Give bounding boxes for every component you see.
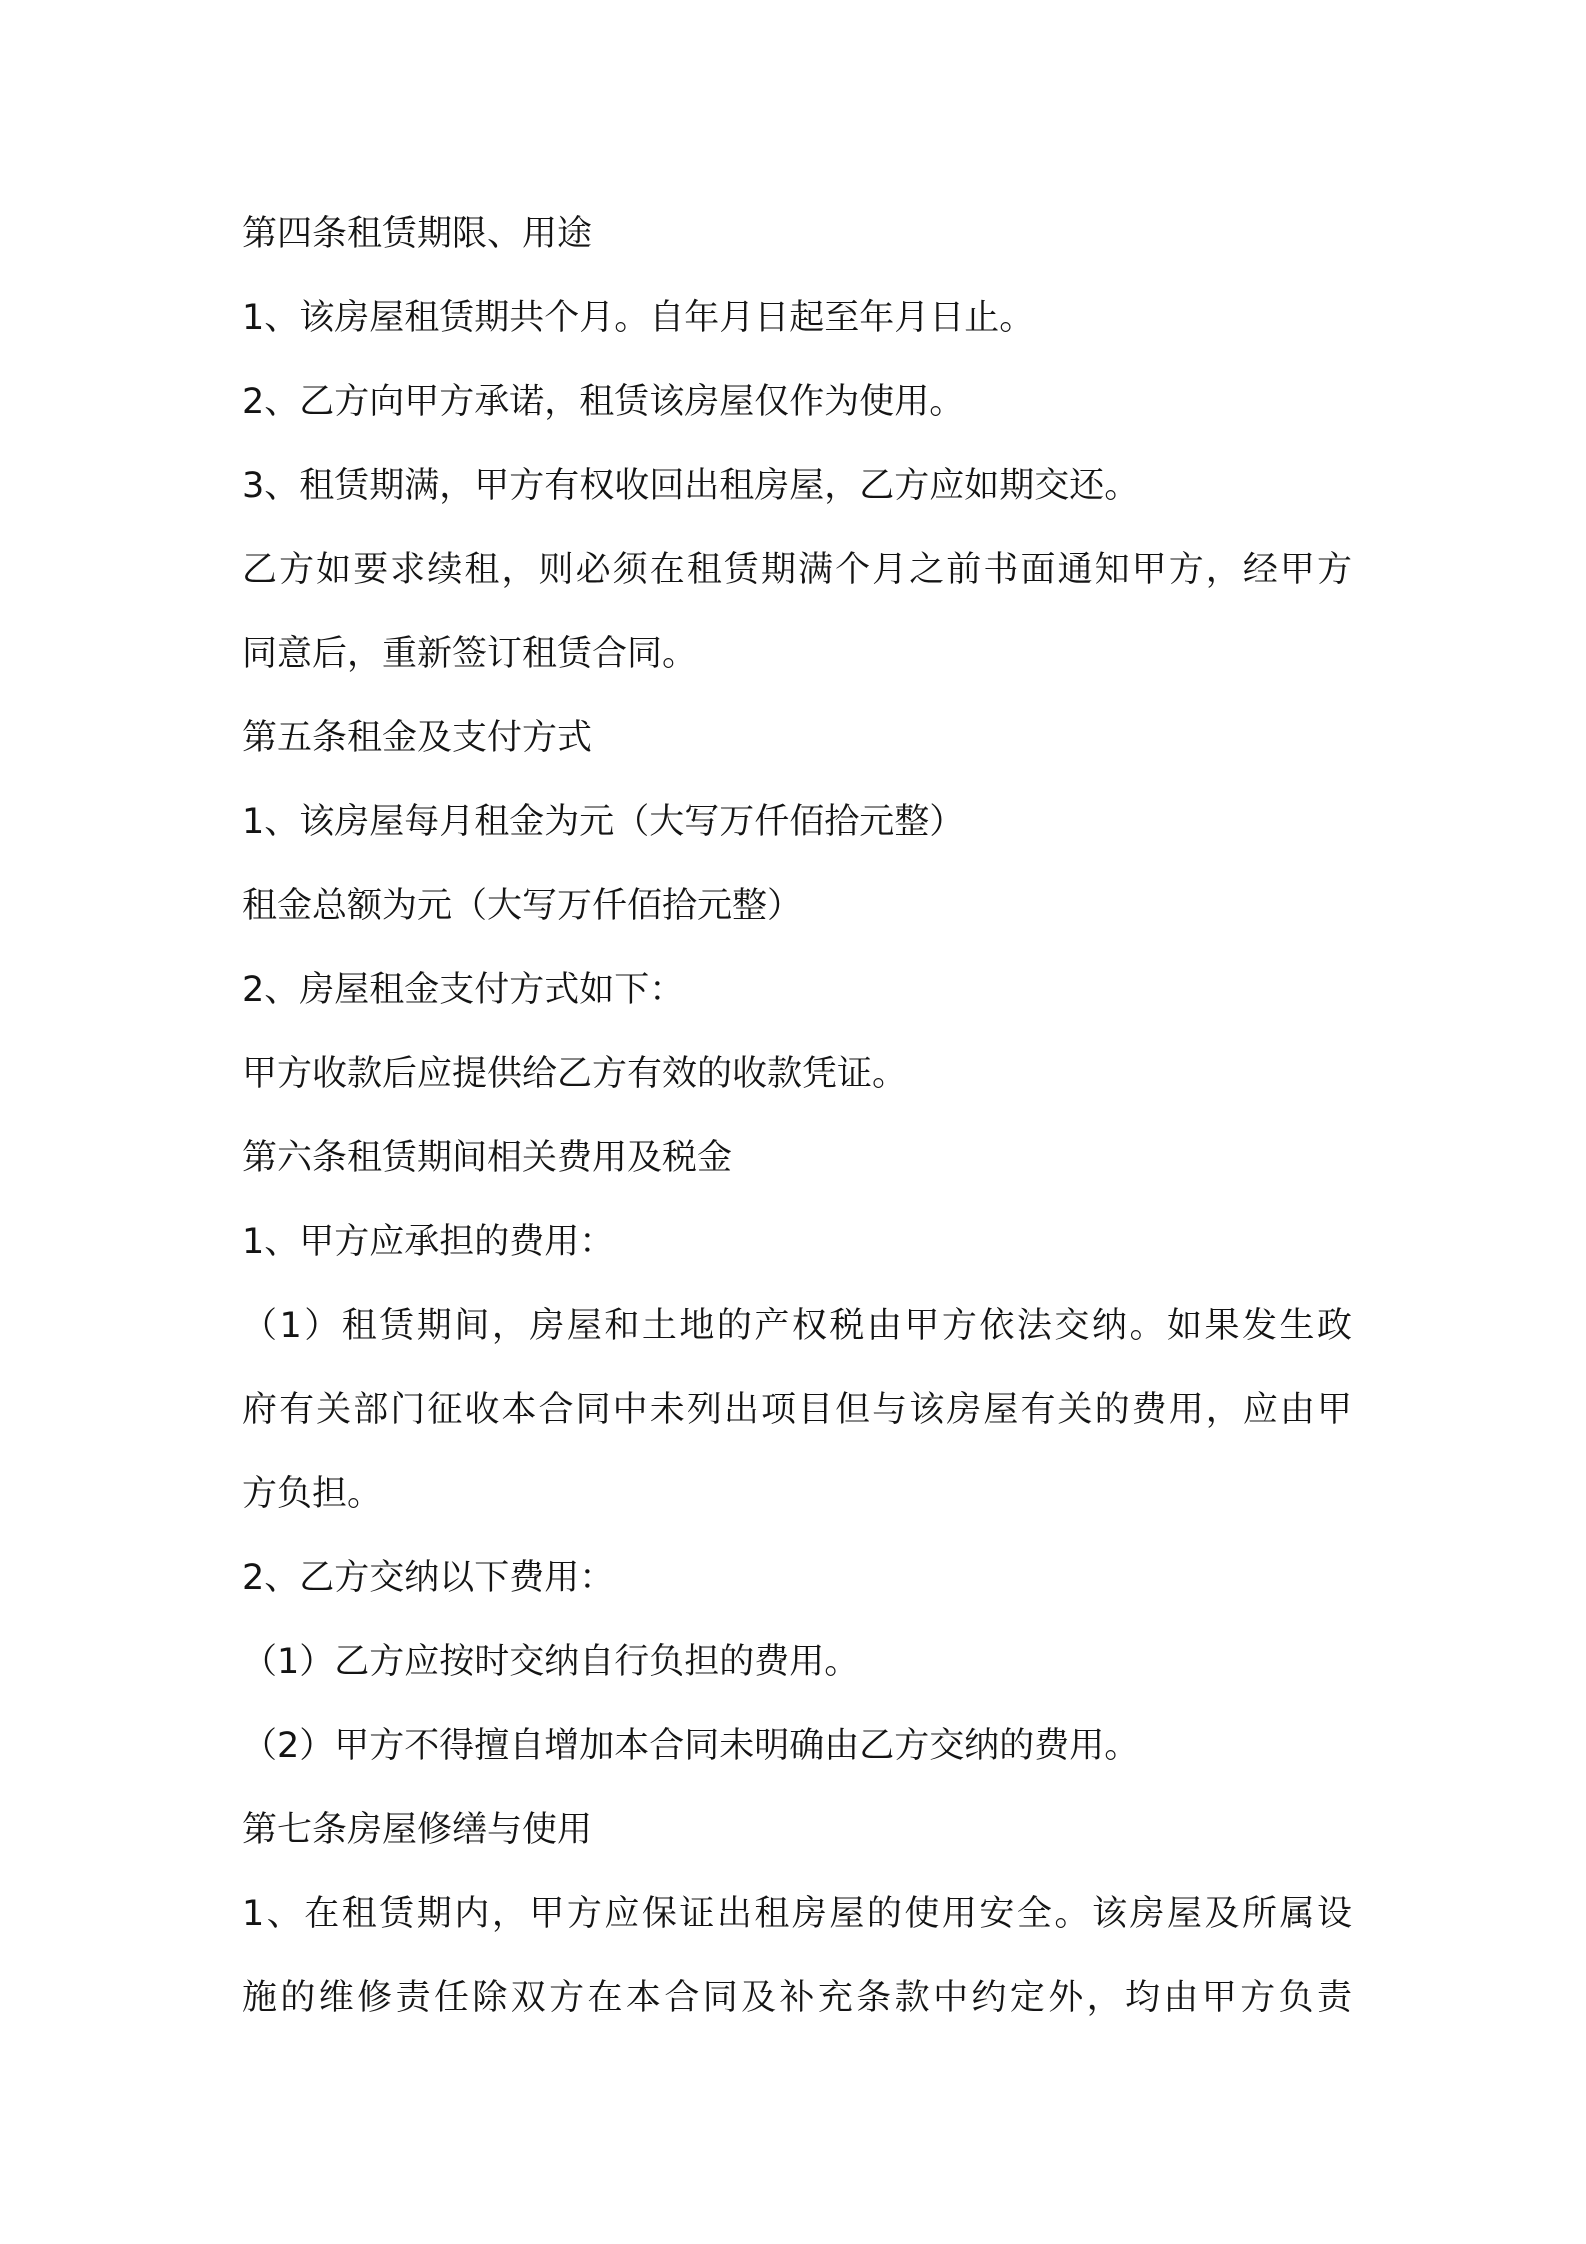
article-7-clause-1-line-2: 施的维修责任除双方在本合同及补充条款中约定外，均由甲方负责 bbox=[242, 1978, 1352, 2018]
article-6-clause-1: 1、甲方应承担的费用： bbox=[242, 1222, 615, 1262]
article-5-heading: 第五条租金及支付方式 bbox=[242, 718, 593, 758]
article-5-clause-2: 2、房屋租金支付方式如下： bbox=[242, 970, 685, 1010]
article-4-clause-2: 2、乙方向甲方承诺，租赁该房屋仅作为使用。 bbox=[242, 382, 965, 422]
article-6-clause-2-item-2: （2）甲方不得擅自增加本合同未明确由乙方交纳的费用。 bbox=[242, 1726, 1140, 1766]
article-7-clause-1-line-1: 1、在租赁期内，甲方应保证出租房屋的使用安全。该房屋及所属设 bbox=[242, 1894, 1352, 1934]
article-4-renewal-line-1: 乙方如要求续租，则必须在租赁期满个月之前书面通知甲方，经甲方 bbox=[242, 550, 1352, 590]
article-4-renewal-line-2: 同意后，重新签订租赁合同。 bbox=[242, 634, 698, 674]
article-6-clause-1-item-1-line-1: （1）租赁期间，房屋和土地的产权税由甲方依法交纳。如果发生政 bbox=[242, 1306, 1352, 1346]
article-5-total-rent: 租金总额为元（大写万仟佰拾元整） bbox=[242, 886, 803, 926]
article-6-heading: 第六条租赁期间相关费用及税金 bbox=[242, 1138, 733, 1178]
article-5-clause-1: 1、该房屋每月租金为元（大写万仟佰拾元整） bbox=[242, 802, 965, 842]
article-5-receipt: 甲方收款后应提供给乙方有效的收款凭证。 bbox=[242, 1054, 908, 1094]
document-body bbox=[242, 192, 1352, 2040]
article-6-clause-1-item-1-line-3: 方负担。 bbox=[242, 1474, 383, 1514]
article-7-heading: 第七条房屋修缮与使用 bbox=[242, 1810, 593, 1850]
article-4-clause-1: 1、该房屋租赁期共个月。自年月日起至年月日止。 bbox=[242, 298, 1035, 338]
article-4-clause-3: 3、租赁期满，甲方有权收回出租房屋，乙方应如期交还。 bbox=[242, 466, 1140, 506]
article-6-clause-2-item-1: （1）乙方应按时交纳自行负担的费用。 bbox=[242, 1642, 860, 1682]
article-6-clause-2: 2、乙方交纳以下费用： bbox=[242, 1558, 615, 1598]
article-4-heading: 第四条租赁期限、用途 bbox=[242, 214, 593, 254]
article-6-clause-1-item-1-line-2: 府有关部门征收本合同中未列出项目但与该房屋有关的费用，应由甲 bbox=[242, 1390, 1352, 1430]
